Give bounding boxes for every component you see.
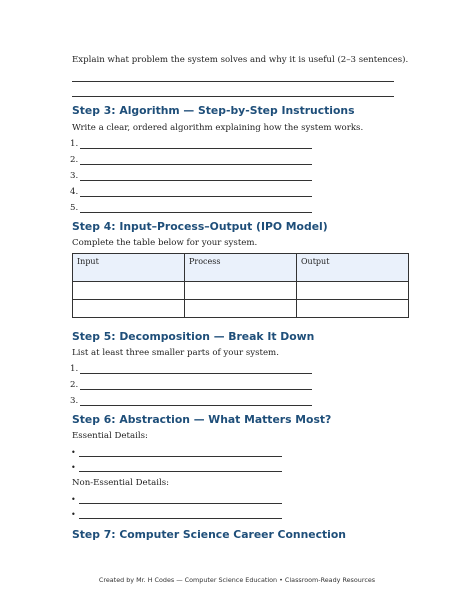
step5-heading: Step 5: Decomposition — Break It Down [72, 330, 315, 343]
column-header-process: Process [185, 254, 297, 282]
table-header-row [73, 254, 409, 282]
answer-line[interactable] [80, 164, 312, 165]
step3-heading: Step 3: Algorithm — Step-by-Step Instructions [72, 104, 355, 117]
ipo-table [72, 253, 409, 318]
answer-line[interactable] [80, 180, 312, 181]
answer-line[interactable] [80, 212, 312, 213]
answer-line[interactable] [80, 405, 312, 406]
list-number: 3. [70, 396, 79, 406]
list-number: 3. [70, 171, 79, 181]
step4-instruction: Complete the table below for your system. [72, 238, 258, 248]
answer-line[interactable] [80, 148, 312, 149]
intro-prompt: Explain what problem the system solves and why it is useful (2–3 sentences). [72, 55, 409, 65]
list-number: 1. [70, 364, 79, 374]
bullet-icon: • [71, 448, 76, 457]
list-number: 2. [70, 155, 79, 165]
essential-details-label: Essential Details: [72, 431, 148, 441]
table-cell[interactable] [297, 282, 409, 300]
table-cell[interactable] [185, 282, 297, 300]
table-cell[interactable] [73, 300, 185, 318]
bullet-icon: • [71, 495, 76, 504]
table-cell[interactable] [297, 300, 409, 318]
answer-line[interactable] [80, 389, 312, 390]
bullet-icon: • [71, 463, 76, 472]
column-header-input: Input [73, 254, 185, 282]
table-cell[interactable] [73, 282, 185, 300]
step3-instruction: Write a clear, ordered algorithm explaining how the system works. [72, 123, 364, 133]
list-number: 4. [70, 187, 79, 197]
list-number: 1. [70, 139, 79, 149]
list-number: 5. [70, 203, 79, 213]
list-number: 2. [70, 380, 79, 390]
column-header-output: Output [297, 254, 409, 282]
answer-line[interactable] [79, 471, 282, 472]
step6-heading: Step 6: Abstraction — What Matters Most? [72, 413, 332, 426]
answer-line[interactable] [72, 81, 394, 82]
table-row [73, 282, 409, 300]
table-cell[interactable] [185, 300, 297, 318]
nonessential-details-label: Non-Essential Details: [72, 478, 170, 488]
step7-heading: Step 7: Computer Science Career Connection [72, 528, 346, 541]
answer-line[interactable] [72, 96, 394, 97]
answer-line[interactable] [80, 196, 312, 197]
answer-line[interactable] [79, 518, 282, 519]
step5-instruction: List at least three smaller parts of your system. [72, 348, 279, 358]
step4-heading: Step 4: Input–Process–Output (IPO Model) [72, 220, 328, 233]
page-footer: Created by Mr. H Codes — Computer Science Education • Classroom-Ready Resources [98, 576, 376, 584]
bullet-icon: • [71, 510, 76, 519]
answer-line[interactable] [79, 456, 282, 457]
answer-line[interactable] [80, 373, 312, 374]
answer-line[interactable] [79, 503, 282, 504]
table-row [73, 300, 409, 318]
